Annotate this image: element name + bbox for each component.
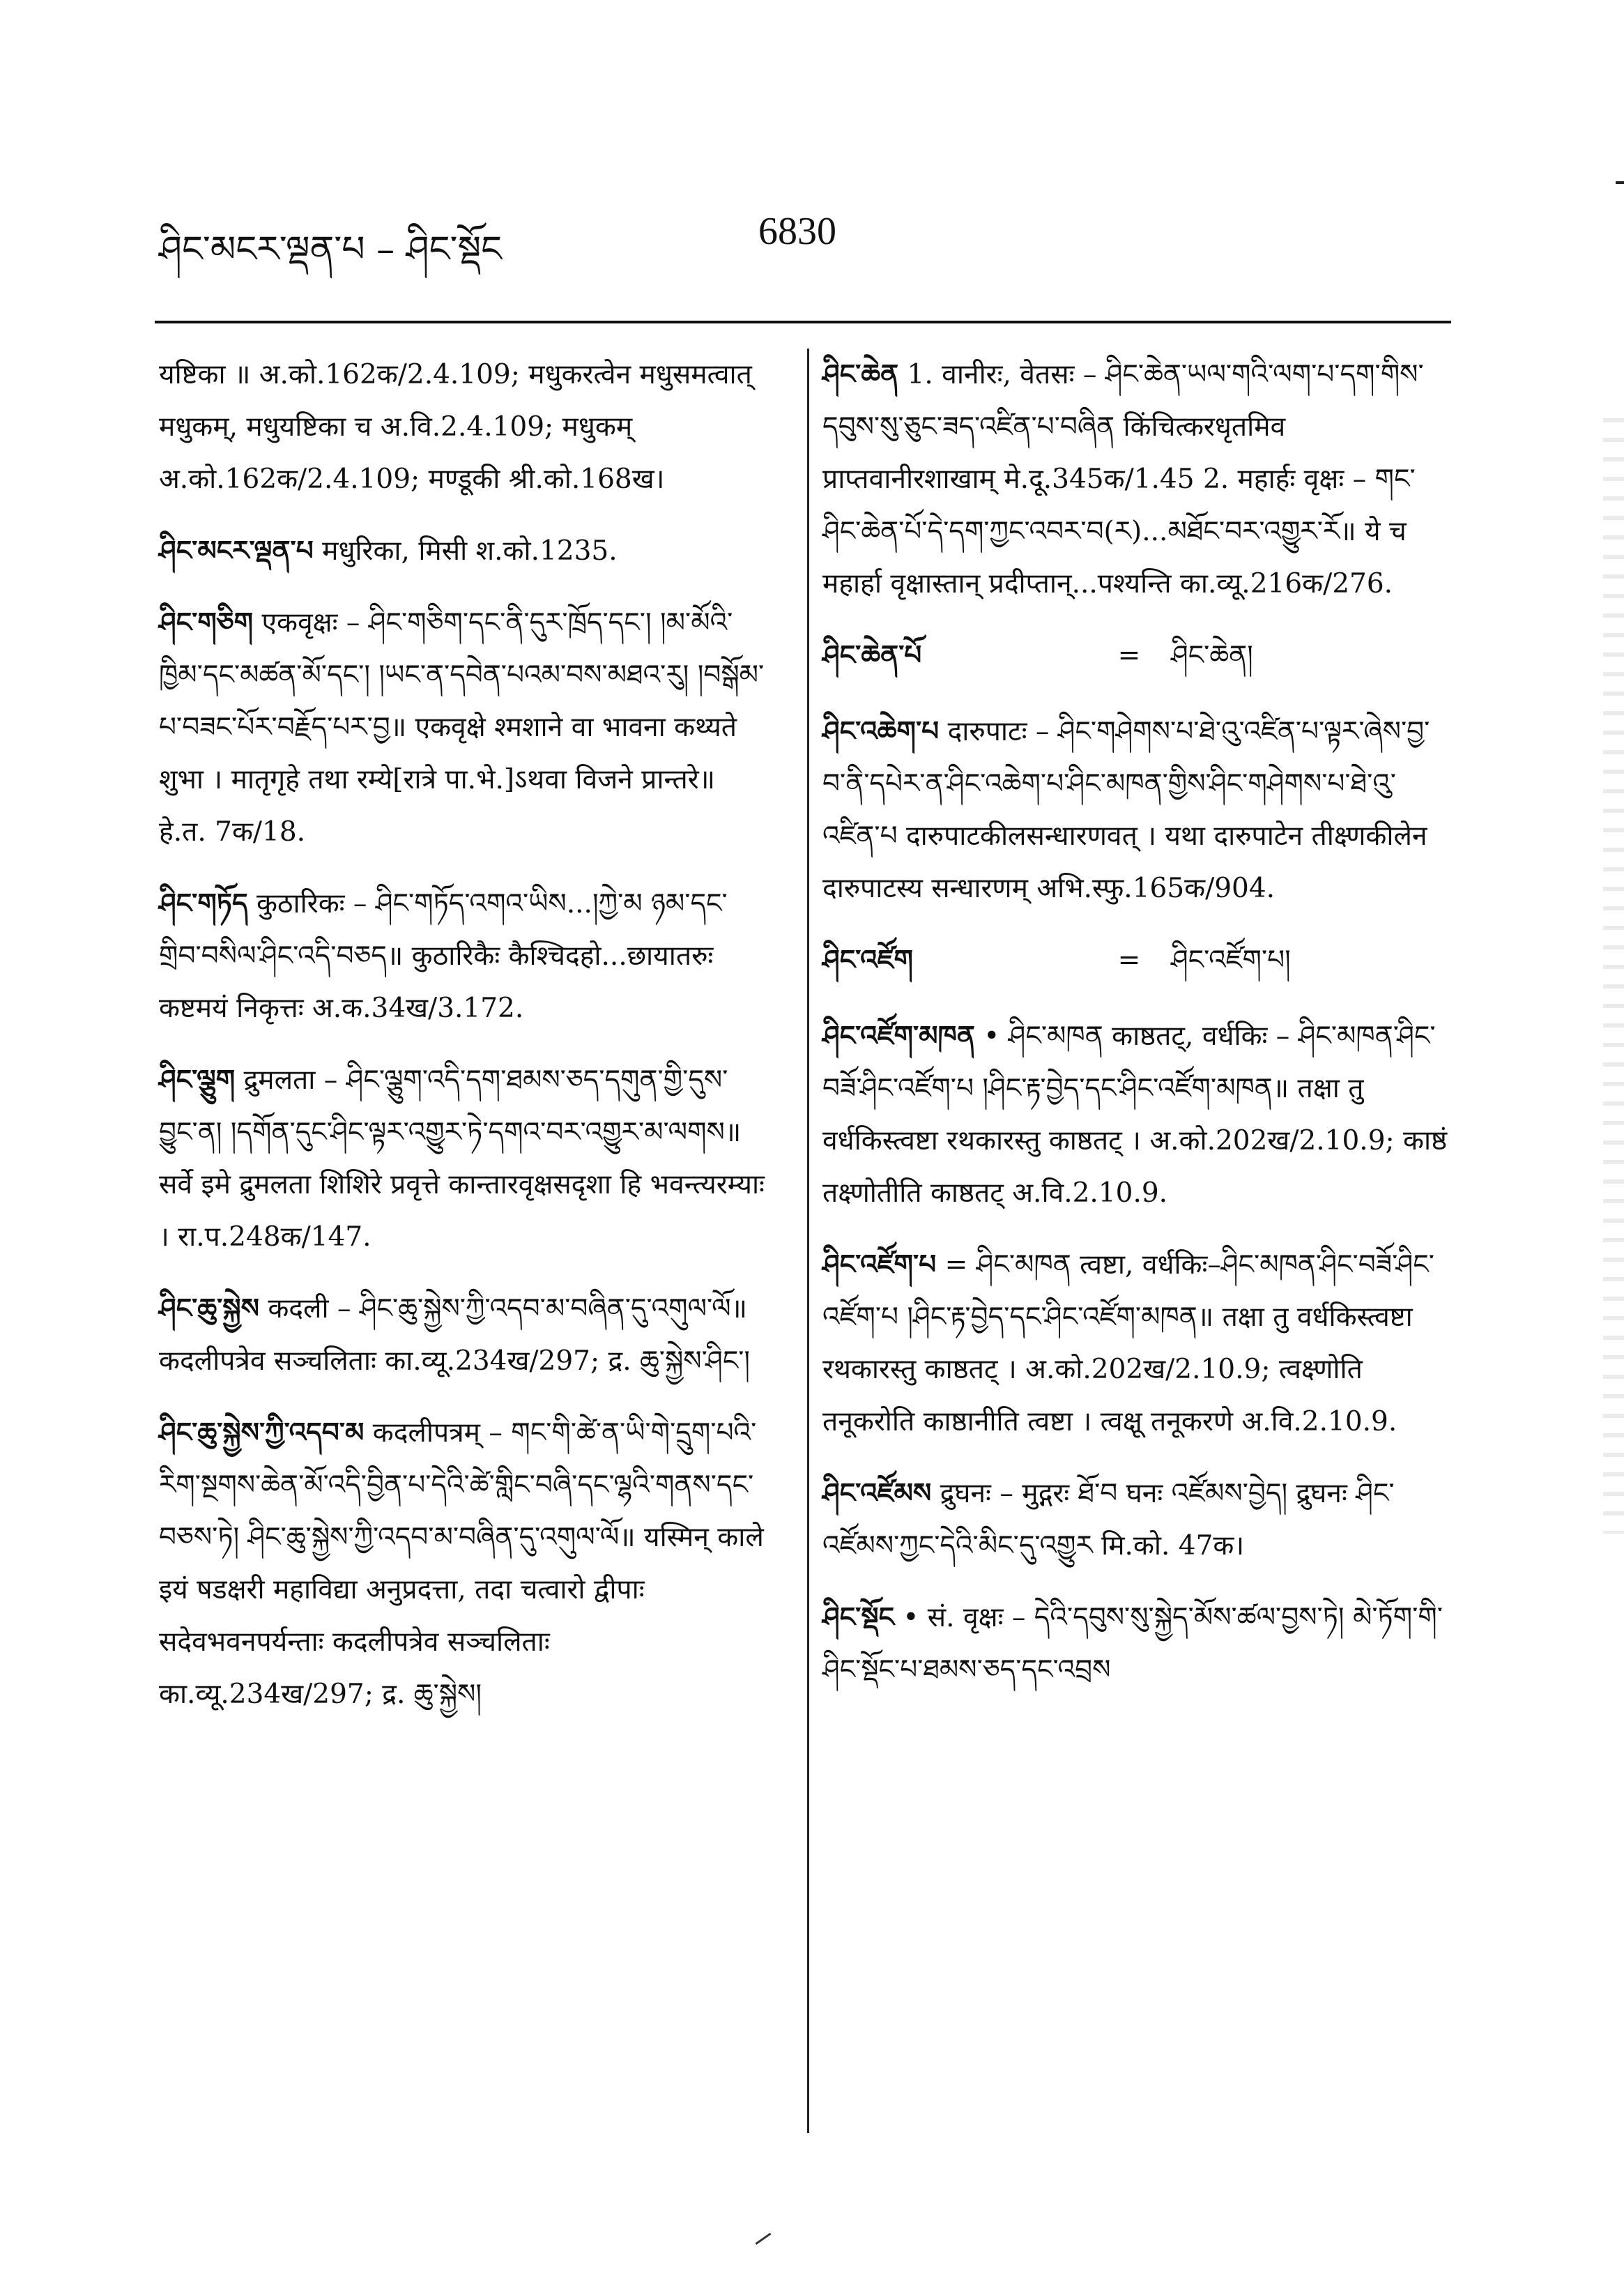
dictionary-entry	[159, 1407, 765, 1720]
cross-reference-entry	[822, 629, 1450, 682]
equals-sign: =	[1117, 640, 1141, 671]
entry-text: यष्टिका ॥ अ.को.162क/2.4.109; मधुकरत्वेन मधुसमत्वात् मधुकम्, मधुयष्टिका च अ.वि.2.4.109; मधुकम् अ.को.162क/2.4.109; मण्डूकी श्री.को.168ख।	[159, 359, 752, 495]
entry-text: कुठारिकः – ཤིང་གཏོད་འགའ་ཡིས...།ཀྱེ་མ ཉམ་དང་གྲིབ་བསིལ་ཤིང་འདི་བཅད॥ कुठारिकैः कैश्चिदहो...छायातरुः कष्टमयं निकृत्तः अ.क.34ख/3.172.	[159, 888, 728, 1024]
entry-text: कदलीपत्रम् – གང་གི་ཚེ་ན་ཡི་གེ་དྲུག་པའི་རིག་སྔགས་ཆེན་མོ་འདི་བྱིན་པ་དེའི་ཚེ་གླིང་བཞི་དང་ལྷའི་གནས་དང་བཅས་ཏེ། ཤིང་ཆུ་སྐྱེས་ཀྱི་འདབ་མ་བཞིན་དུ་འགུལ་ལོ॥ यस्मिन् काले इयं षडक्षरी महाविद्या अनुप्रदत्ता, तदा चत्वारो द्वीपाः सदेवभवनपर्यन्ताः कदलीपत्रेव सञ्चलिताः का.व्यू.234ख/297; द्र. ཆུ་སྐྱེས།	[159, 1417, 764, 1710]
headword: ཤིང་ཆེན་པོ	[822, 639, 922, 671]
equals-sign: =	[1117, 945, 1141, 976]
cross-reference-entry	[822, 934, 1450, 986]
scan-edge-noise	[1603, 418, 1624, 1534]
entry-text: दारुपाटः – ཤིང་གཤེགས་པ་ཐེ་འུ་འཛིན་པ་ལྟར་ཞེས་བྱ་བ་ནི་དཔེར་ན་ཤིང་འཆེག་པ་ཤིང་མཁན་གྱིས་ཤིང་གཤེགས་པ་ཐེ་འུ་འཛིན་པ दारुपाटकीलसन्धारणवत् । यथा दारुपाटेन तीक्ष्णकीलेन दारुपाटस्य सन्धारणम् अभि.स्फु.165क/904.	[822, 716, 1430, 904]
headword: ཤིང་ཆུ་སྐྱེས་ཀྱི་འདབ་མ	[159, 1417, 365, 1449]
entry-text: द्रुघनः – मुद्गरः ཐོ་བ घनः འཛོམས་བྱེད། द्रुघनः ཤིང་འཛོམས་ཀྱང་དེའི་མིང་དུ་འགྱུར मि.को. 47क।	[822, 1478, 1395, 1562]
dictionary-entry	[159, 525, 765, 577]
headword: ཤིང་གཅིག	[159, 606, 254, 639]
page-number: 6830	[758, 210, 836, 253]
entry-text: एकवृक्षः – ཤིང་གཅིག་དང་ནི་དུར་ཁྲོད་དང་། །མ་མོའི་ཁྱིམ་དང་མཚན་མོ་དང་། །ཡང་ན་དབེན་པའམ་བས་མཐའ་རུ། །བསྒོམ་པ་བཟང་པོར་བརྗོད་པར་བྱ॥ एकवृक्षे श्मशाने वा भावना कथ्यते शुभा । मातृगृहे तथा रम्ये[रात्रे पा.भे.]ऽथवा विजने प्रान्तरे॥ हे.त. 7क/18.	[159, 607, 765, 848]
headword: ཤིང་ལྕུག	[159, 1064, 236, 1096]
dictionary-entry	[822, 705, 1450, 915]
dictionary-entry	[159, 1054, 765, 1263]
headword: ཤིང་འཛོག་པ	[822, 1249, 937, 1281]
running-head: ཤིང་མངར་ལྡན་པ – ཤིང་སྡོང	[159, 229, 503, 270]
left-column	[159, 349, 765, 1740]
headword: ཤིང་སྡོང	[822, 1601, 894, 1633]
headword: ཤིང་མངར་ལྡན་པ	[159, 535, 314, 567]
right-column	[822, 349, 1450, 1716]
headword: ཤིང་ཆུ་སྐྱེས	[159, 1292, 259, 1324]
headword: ཤིང་འཛོག	[822, 944, 913, 976]
headword: ཤིང་འཛོག་མཁན	[822, 1020, 975, 1052]
entry-text: • ཤིང་མཁན काष्ठतट्, वर्धकिः – ཤིང་མཁན་ཤིང་བཟོ་ཤིང་འཛོག་པ །ཤིང་རྟ་བྱེད་དང་ཤིང་འཛོག་མཁན॥ तक्षा तु वर्धकिस्त्वष्टा रथकारस्तु काष्ठतट् । अ.को.202ख/2.10.9; काष्ठं तक्ष्णोतीति काष्ठतट् अ.वि.2.10.9.	[822, 1021, 1448, 1209]
cross-reference-target: ཤིང་ཆེན།	[1171, 640, 1253, 671]
entry-text: मधुरिका, मिसी श.को.1235.	[322, 535, 618, 567]
dictionary-entry	[159, 349, 765, 505]
entry-text: द्रुमलता – ཤིང་ལྕུག་འདི་དག་ཐམས་ཅད་དགུན་གྱི་དུས་བྱུང་ན། །དགོན་དུང་ཤིང་ལྟར་འགྱུར་ཏེ་དགའ་བར་འགྱུར་མ་ལགས॥ सर्वे इमे द्रुमलता शिशिरे प्रवृत्ते कान्तारवृक्षसदृशा हि भवन्त्यरम्याः । रा.प.248क/147.	[159, 1064, 765, 1253]
headword: ཤིང་འཆེག་པ	[822, 715, 940, 747]
dictionary-entry	[822, 1239, 1450, 1448]
headword: ཤིང་གཏོད	[159, 887, 248, 919]
dictionary-entry	[159, 1283, 765, 1387]
headword: ཤིང་ཆེན	[822, 358, 899, 390]
header-rule	[155, 321, 1451, 323]
dictionary-entry	[822, 1010, 1450, 1219]
scan-stray-mark	[755, 2233, 771, 2245]
entry-text: • सं. वृक्षः – དེའི་དབུས་སུ་སྐྱེད་མོས་ཚལ་བྱས་ཏེ། མེ་ཏོག་གི་ཤིང་སྡོང་པ་ཐམས་ཅད་དང་འབྲས	[822, 1602, 1443, 1686]
dictionary-entry	[822, 349, 1450, 610]
dictionary-entry	[159, 597, 765, 858]
cross-reference-target: ཤིང་འཛོག་པ།	[1171, 945, 1291, 976]
column-divider	[807, 349, 809, 2133]
dictionary-entry	[159, 878, 765, 1034]
dictionary-entry	[822, 1467, 1450, 1572]
scan-edge-mark	[1616, 181, 1624, 184]
page-header	[0, 0, 1624, 293]
dictionary-entry	[822, 1591, 1450, 1696]
entry-text: 1. वानीरः, वेतसः – ཤིང་ཆེན་ཡལ་གའི་ལག་པ་དག་གིས་དབུས་སུ་ཅུང་ཟད་འཛིན་པ་བཞིན किंचित्करधृतमिव प्राप्तवानीरशाखाम् मे.दू.345क/1.45 2. महार्हः वृक्षः – གང་ཤིང་ཆེན་པོ་དེ་དག་ཀྱང་འབར་བ(ར)...མཐོང་བར་འགྱུར་རོ॥ ये च महार्हा वृक्षास्तान् प्रदीप्तान्...पश्यन्ति का.व्यू.216क/276.	[822, 359, 1424, 600]
entry-text: कदली – ཤིང་ཆུ་སྐྱེས་ཀྱི་འདབ་མ་བཞིན་དུ་འགུལ་ལོ॥ कदलीपत्रेव सञ्चलिताः का.व्यू.234ख/297; द्र. ཆུ་སྐྱེས་ཤིང་།	[159, 1293, 751, 1377]
entry-text: = ཤིང་མཁན त्वष्टा, वर्धकिः–ཤིང་མཁན་ཤིང་བཟོ་ཤིང་འཛོག་པ །ཤིང་རྟ་བྱེད་དང་ཤིང་འཛོག་མཁན॥ तक्षा तु वर्धकिस्त्वष्टा रथकारस्तु काष्ठतट् । अ.को.202ख/2.10.9; त्वक्ष्णोति तनूकरोति काष्ठानीति त्वष्टा । त्वक्षू तनूकरणे अ.वि.2.10.9.	[822, 1249, 1434, 1437]
headword: ཤིང་འཛོམས	[822, 1477, 932, 1509]
